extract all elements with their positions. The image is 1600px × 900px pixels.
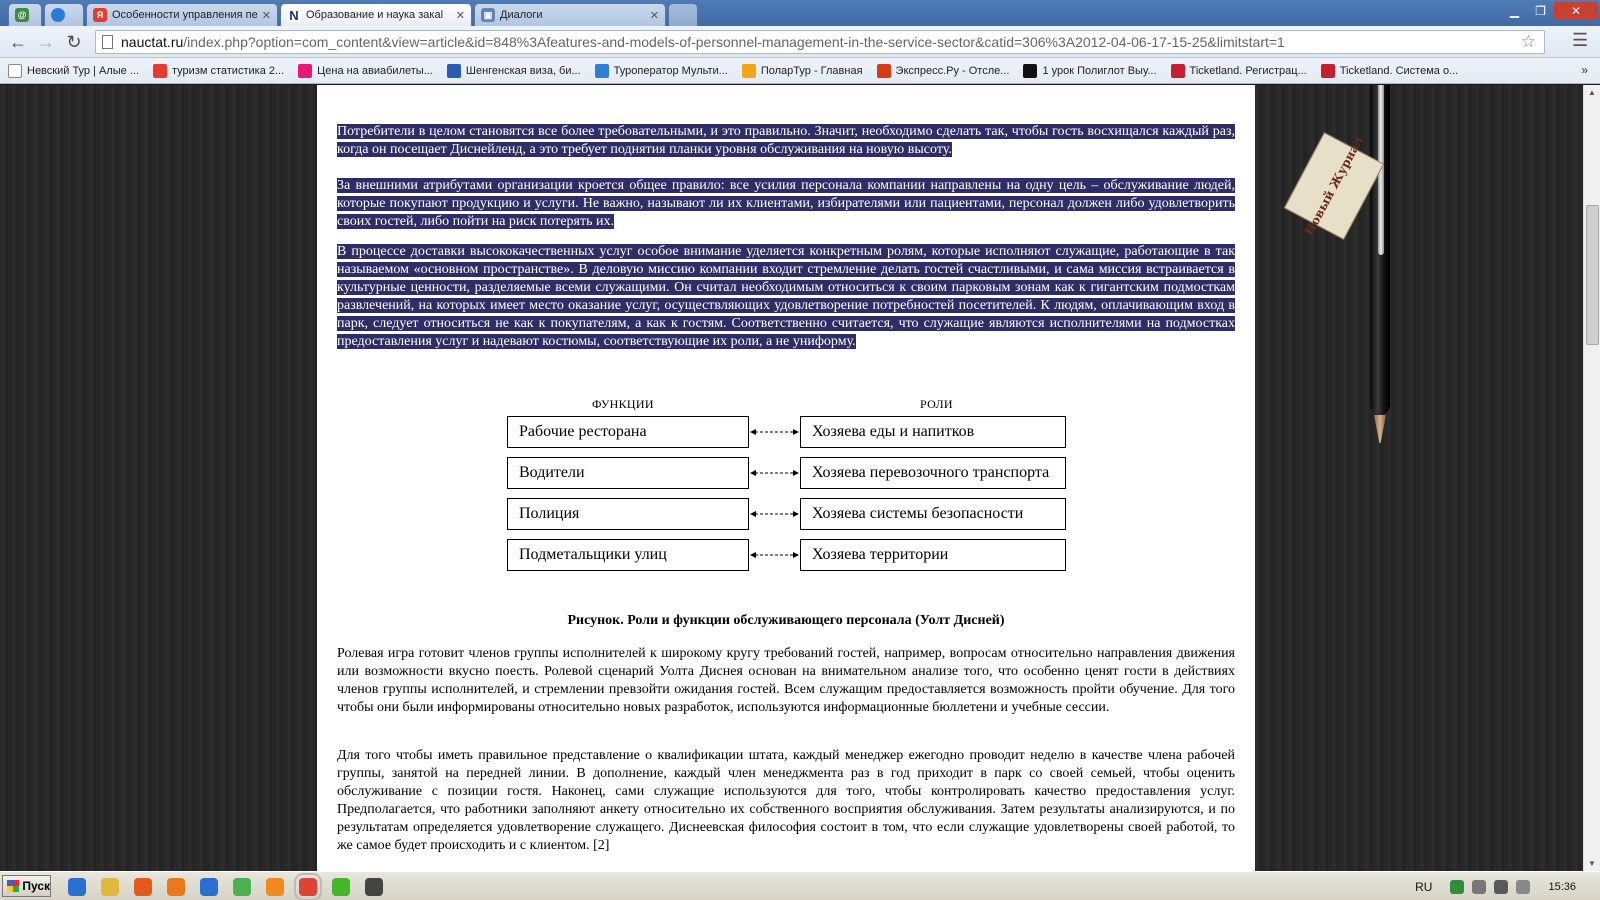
bookmark-item[interactable] bbox=[1023, 64, 1156, 78]
bookmark-label: туризм статистика 2... bbox=[172, 64, 285, 77]
nauctat-icon: N bbox=[287, 8, 301, 22]
odnoklassniki-icon[interactable] bbox=[266, 878, 284, 896]
close-tab-icon[interactable]: ✕ bbox=[261, 9, 271, 22]
role-box: Хозяева перевозочного транспорта bbox=[800, 457, 1066, 489]
bookmark-label: Экспресс.Ру - Отсле... bbox=[895, 64, 1010, 77]
article-paragraph bbox=[337, 243, 1235, 351]
function-box: Подметальщики улиц bbox=[507, 539, 749, 571]
bookmark-item[interactable] bbox=[8, 64, 139, 78]
article-paragraph bbox=[337, 177, 1235, 231]
minimize-icon[interactable]: ▁ bbox=[1509, 4, 1520, 18]
clock[interactable]: 15:36 bbox=[1548, 880, 1576, 893]
bookmark-item[interactable] bbox=[447, 64, 581, 78]
miranda-icon[interactable] bbox=[233, 878, 251, 896]
tab-title: Особенности управления пе bbox=[112, 9, 258, 21]
close-window-icon[interactable]: ✕ bbox=[1554, 2, 1598, 20]
tab-globe[interactable] bbox=[44, 3, 84, 26]
article-paragraph: Для того чтобы иметь правильное представление о квалификации штата, каждый менеджер ежегодно проводит неделю в качестве члена рабочей группы, занятой на передней линии. В дополнение, каждый член менеджмента раз в год приходит в парк со своей семьей, чтобы оценить обслуживание с позиции гостя. Наконец, сами служащие используются для того, чтобы контролировать качество предоставления услуг. Предполагается, что работники заполняют анкету относительно их собственного восприятия обслуживания. Затем результаты анализируются, и по результатам определяется удовлетворение служащего. Диснеевская философия состоит в том, что если служащие удовлетворены своей работой, то же самое будет происходить и с клиентом. [2] bbox=[337, 748, 1235, 853]
ie-icon[interactable] bbox=[68, 878, 86, 896]
bookmarks-bar bbox=[0, 58, 1600, 84]
visa-icon bbox=[447, 64, 461, 78]
tray-app-icon[interactable] bbox=[1450, 880, 1464, 894]
bidirectional-arrow bbox=[749, 468, 800, 478]
close-tab-icon[interactable]: ✕ bbox=[455, 9, 465, 22]
explorer-icon[interactable] bbox=[101, 878, 119, 896]
bookmark-star-icon[interactable]: ☆ bbox=[1520, 32, 1536, 51]
bookmark-label: Невский Тур | Алые ... bbox=[27, 64, 140, 77]
role-box: Хозяева системы безопасности bbox=[800, 498, 1066, 530]
tab-personnel-management[interactable] bbox=[86, 3, 278, 26]
polyglot-icon bbox=[1023, 64, 1037, 78]
bidirectional-arrow bbox=[749, 509, 800, 519]
close-tab-icon[interactable]: ✕ bbox=[649, 9, 659, 22]
vertical-scrollbar[interactable] bbox=[1583, 85, 1600, 871]
start-button[interactable] bbox=[2, 875, 51, 897]
bookmark-label: Ticketland. Регистрац... bbox=[1189, 64, 1307, 77]
browser-toolbar bbox=[0, 26, 1600, 58]
globe-icon bbox=[51, 8, 65, 22]
function-box: Рабочие ресторана bbox=[507, 416, 749, 448]
function-box: Водители bbox=[507, 457, 749, 489]
function-box: Полиция bbox=[507, 498, 749, 530]
ticketland-icon bbox=[1171, 64, 1185, 78]
journal-tag-text: Новый Журнал bbox=[1302, 134, 1366, 238]
scrollbar-thumb[interactable] bbox=[1586, 205, 1599, 345]
roles-header: РОЛИ bbox=[920, 397, 953, 411]
selected-text: В процессе доставки высококачественных услуг особое внимание уделяется конкретным ролям, которые исполняют служащие, работающие в так называемом «основном пространстве». В деловую миссию компании входит стремление делать гостей счастливыми, и сама миссия встраивается в культурные ценности, разделяемые всеми служащими. Он считал необходимым относиться к своим парковым зонам как к гигантским подмосткам развлечений, на которых имеет место оказание услуг, осуществляющих удовлетворение потребностей посетителей. К людям, оплачивающим вход в парк, следует относиться не как к покупателям, а как к гостям. Соответственно считается, что служащие являются исполнителями на подмостках предоставления услуг и надевают костюмы, соответствующие их роли, а не униформу. bbox=[337, 244, 1235, 349]
sun-icon bbox=[742, 64, 756, 78]
bookmark-item[interactable] bbox=[595, 64, 728, 78]
tab-nauctat[interactable] bbox=[280, 3, 472, 26]
firefox-icon[interactable] bbox=[134, 878, 152, 896]
multitour-icon bbox=[595, 64, 609, 78]
article-content bbox=[317, 85, 1255, 871]
article-paragraph: Ролевая игра готовит членов группы исполнителей к широкому кругу требований гостей, например, вопросам относительно направления движения или возможности вкусно поесть. Ролевой сценарий Уолта Диснея основан на внимательном анализе того, что особенно ценят гости в действиях членов группы исполнителей, и стремлении превзойти ожидания гостей. Всем служащим предоставляется возможность пройти обучение. Для того чтобы они были информированы относительно новых разработок, используются информационные бюллетени и учебные сессии. bbox=[337, 646, 1235, 715]
tab-title: Диалоги bbox=[500, 9, 543, 21]
tab-title: Образование и наука закаl bbox=[306, 9, 444, 21]
bookmark-label: Ticketland. Система о... bbox=[1339, 64, 1459, 77]
bookmark-label: ПоларТур - Главная bbox=[760, 64, 863, 77]
bookmark-item[interactable] bbox=[1171, 64, 1307, 78]
flag-icon[interactable] bbox=[1472, 880, 1486, 894]
page-viewport bbox=[0, 85, 1583, 871]
bidirectional-arrow bbox=[749, 427, 800, 437]
language-indicator[interactable]: RU bbox=[1415, 879, 1433, 894]
aviasales-icon bbox=[298, 64, 312, 78]
chrome-icon[interactable] bbox=[299, 878, 317, 896]
qip-icon[interactable] bbox=[200, 878, 218, 896]
bookmark-label: 1 урок Полиглот Выу... bbox=[1042, 64, 1157, 77]
volume-icon[interactable] bbox=[1516, 880, 1530, 894]
bookmark-label: Туроператор Мульти... bbox=[613, 64, 728, 77]
express-icon bbox=[877, 64, 891, 78]
bidirectional-arrow bbox=[749, 550, 800, 560]
figure-caption: Рисунок. Роли и функции обслуживающего персонала (Уолт Дисней) bbox=[567, 613, 1005, 628]
bookmark-item[interactable] bbox=[298, 64, 433, 78]
ticketland-icon bbox=[1321, 64, 1335, 78]
windows-logo-icon bbox=[7, 880, 19, 892]
reload-icon[interactable]: ↻ bbox=[66, 32, 82, 52]
bookmarks-overflow-icon[interactable]: » bbox=[1581, 63, 1588, 77]
yandex-icon: Я bbox=[93, 8, 107, 22]
bookmark-item[interactable] bbox=[1321, 64, 1458, 78]
back-icon[interactable]: ← bbox=[9, 32, 27, 52]
url-path: /index.php?option=com_content&view=article&id=848%3Afeatures-and-models-of-personnel-management-in-the-service-sector&catid=306%3A2012-04-06-17-15-25&limitstart=1 bbox=[183, 34, 1285, 50]
url-host: nauctat.ru bbox=[121, 34, 184, 50]
forward-icon[interactable]: → bbox=[37, 32, 55, 52]
selected-text: Потребители в целом становятся все более требовательными, и это правильно. Значит, необходимо сделать так, чтобы гость восхищался каждый раз, когда он посещает Диснейленд, а это требует поднятия планки уровня обслуживания на новую высоту. bbox=[337, 124, 1235, 157]
page-icon bbox=[8, 64, 22, 78]
role-box: Хозяева территории bbox=[800, 539, 1066, 571]
pen-tip-decoration bbox=[1374, 415, 1386, 443]
tab-strip bbox=[0, 0, 1600, 26]
media-player-icon[interactable] bbox=[167, 878, 185, 896]
calculator-icon[interactable] bbox=[365, 878, 383, 896]
new-tab-button[interactable] bbox=[668, 3, 698, 26]
taskbar bbox=[0, 871, 1600, 900]
wrench-menu-icon[interactable]: ☰ bbox=[1572, 30, 1589, 50]
bookmark-label: Шенгенская виза, би... bbox=[465, 64, 581, 77]
functions-header: ФУНКЦИИ bbox=[592, 397, 654, 411]
yandex-icon bbox=[153, 64, 167, 78]
restore-icon[interactable]: ❐ bbox=[1535, 4, 1546, 18]
address-bar[interactable] bbox=[95, 30, 1545, 54]
chrome-apps-icon: @ bbox=[15, 8, 29, 22]
page-icon bbox=[102, 35, 113, 49]
icq-icon[interactable] bbox=[332, 878, 350, 896]
network-icon[interactable] bbox=[1494, 880, 1508, 894]
selected-text: За внешними атрибутами организации кроется общее правило: все усилия персонала компании направлены на одну цель – обслуживание людей, которые покупают продукцию и услуги. Не важно, называют ли их клиентами, избирателями или пациентами, персонал должен либо удовлетворить своих гостей, либо пойти на риск потерять их. bbox=[337, 178, 1235, 229]
article-paragraph bbox=[337, 123, 1235, 159]
bookmark-item[interactable] bbox=[877, 64, 1010, 78]
scroll-up-icon[interactable]: ▲ bbox=[1588, 88, 1596, 97]
chat-icon: ▣ bbox=[481, 8, 495, 22]
system-tray bbox=[1415, 874, 1600, 899]
scroll-down-icon[interactable]: ▼ bbox=[1588, 859, 1596, 868]
tab-apps[interactable] bbox=[8, 3, 42, 26]
start-label: Пуск bbox=[22, 879, 50, 893]
bookmark-label: Цена на авиабилеты... bbox=[317, 64, 433, 77]
bookmark-item[interactable] bbox=[153, 64, 284, 78]
tab-dialogs[interactable] bbox=[474, 3, 666, 26]
role-box: Хозяева еды и напитков bbox=[800, 416, 1066, 448]
bookmark-item[interactable] bbox=[742, 64, 863, 78]
